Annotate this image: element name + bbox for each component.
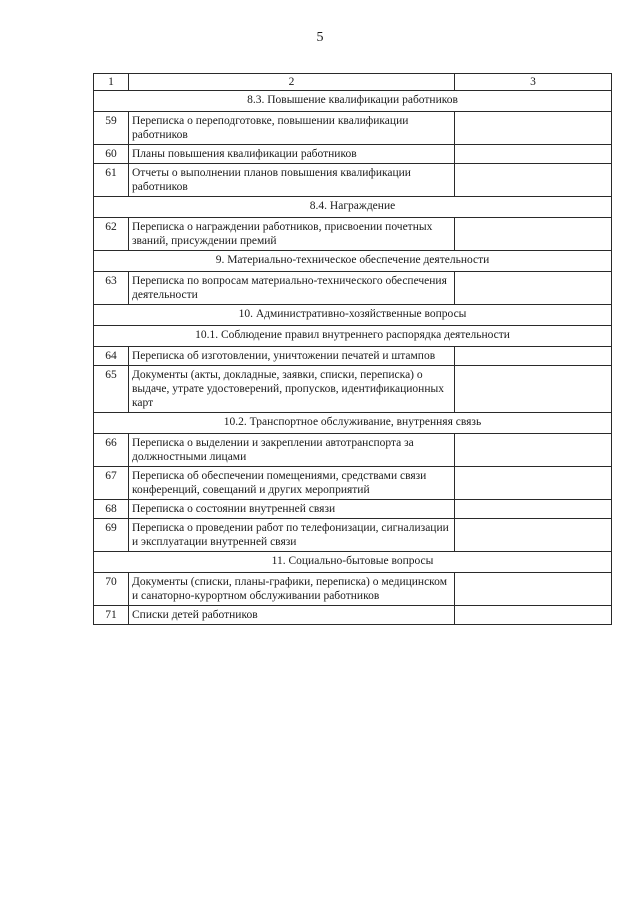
table-row xyxy=(94,500,612,519)
table-row xyxy=(94,573,612,606)
table-row xyxy=(94,606,612,625)
section-heading: 8.3. Повышение квалификации работников xyxy=(94,91,612,112)
item-number: 59 xyxy=(94,112,129,145)
table-header-row xyxy=(94,74,612,91)
section-heading-row xyxy=(94,197,612,218)
section-heading-row xyxy=(94,552,612,573)
item-title: Переписка о состоянии внутренней связи xyxy=(129,500,455,519)
table-row xyxy=(94,519,612,552)
section-heading-row xyxy=(94,91,612,112)
item-note xyxy=(455,366,612,413)
table-row xyxy=(94,347,612,366)
item-number: 67 xyxy=(94,467,129,500)
item-number: 62 xyxy=(94,218,129,251)
item-number: 60 xyxy=(94,145,129,164)
section-heading-row xyxy=(94,251,612,272)
page-number: 5 xyxy=(316,30,324,45)
item-title: Переписка по вопросам материально-технического обеспечения деятельности xyxy=(129,272,455,305)
records-table xyxy=(93,73,612,625)
section-heading: 11. Социально-бытовые вопросы xyxy=(94,552,612,573)
item-note xyxy=(455,573,612,606)
table-row xyxy=(94,112,612,145)
column-header-note: 3 xyxy=(455,74,612,91)
item-number: 61 xyxy=(94,164,129,197)
item-title: Документы (списки, планы-графики, переписка) о медицинском и санаторно-курортном обслуживании работников xyxy=(129,573,455,606)
section-heading-row xyxy=(94,305,612,326)
table-row xyxy=(94,467,612,500)
item-title: Отчеты о выполнении планов повышения квалификации работников xyxy=(129,164,455,197)
table-row xyxy=(94,145,612,164)
table-row xyxy=(94,164,612,197)
section-heading: 10. Административно-хозяйственные вопросы xyxy=(94,305,612,326)
item-note xyxy=(455,145,612,164)
item-note xyxy=(455,112,612,145)
item-note xyxy=(455,218,612,251)
item-note xyxy=(455,434,612,467)
item-note xyxy=(455,347,612,366)
item-title: Переписка о переподготовке, повышении квалификации работников xyxy=(129,112,455,145)
item-number: 69 xyxy=(94,519,129,552)
section-heading: 8.4. Награждение xyxy=(94,197,612,218)
item-title: Планы повышения квалификации работников xyxy=(129,145,455,164)
item-number: 68 xyxy=(94,500,129,519)
section-heading-row xyxy=(94,413,612,434)
item-title: Переписка об обеспечении помещениями, средствами связи конференций, совещаний и других мероприятий xyxy=(129,467,455,500)
item-number: 65 xyxy=(94,366,129,413)
item-note xyxy=(455,467,612,500)
table-row xyxy=(94,218,612,251)
column-header-number: 1 xyxy=(94,74,129,91)
item-number: 71 xyxy=(94,606,129,625)
item-title: Переписка о выделении и закреплении автотранспорта за должностными лицами xyxy=(129,434,455,467)
item-note xyxy=(455,272,612,305)
section-heading: 10.1. Соблюдение правил внутреннего распорядка деятельности xyxy=(94,326,612,347)
item-title: Документы (акты, докладные, заявки, списки, переписка) о выдаче, утрате удостоверений, пропусков, идентификационных карт xyxy=(129,366,455,413)
column-header-title: 2 xyxy=(129,74,455,91)
item-title: Переписка о награждении работников, присвоении почетных званий, присуждении премий xyxy=(129,218,455,251)
item-number: 64 xyxy=(94,347,129,366)
section-heading: 10.2. Транспортное обслуживание, внутренняя связь xyxy=(94,413,612,434)
table-row xyxy=(94,366,612,413)
section-heading: 9. Материально-техническое обеспечение деятельности xyxy=(94,251,612,272)
records-table-body xyxy=(94,74,612,625)
item-note xyxy=(455,500,612,519)
item-note xyxy=(455,164,612,197)
section-heading-row xyxy=(94,326,612,347)
table-row xyxy=(94,434,612,467)
item-title: Переписка об изготовлении, уничтожении печатей и штампов xyxy=(129,347,455,366)
item-note xyxy=(455,519,612,552)
item-note xyxy=(455,606,612,625)
table-row xyxy=(94,272,612,305)
item-title: Переписка о проведении работ по телефонизации, сигнализации и эксплуатации внутренней связи xyxy=(129,519,455,552)
item-title: Списки детей работников xyxy=(129,606,455,625)
item-number: 63 xyxy=(94,272,129,305)
item-number: 70 xyxy=(94,573,129,606)
item-number: 66 xyxy=(94,434,129,467)
